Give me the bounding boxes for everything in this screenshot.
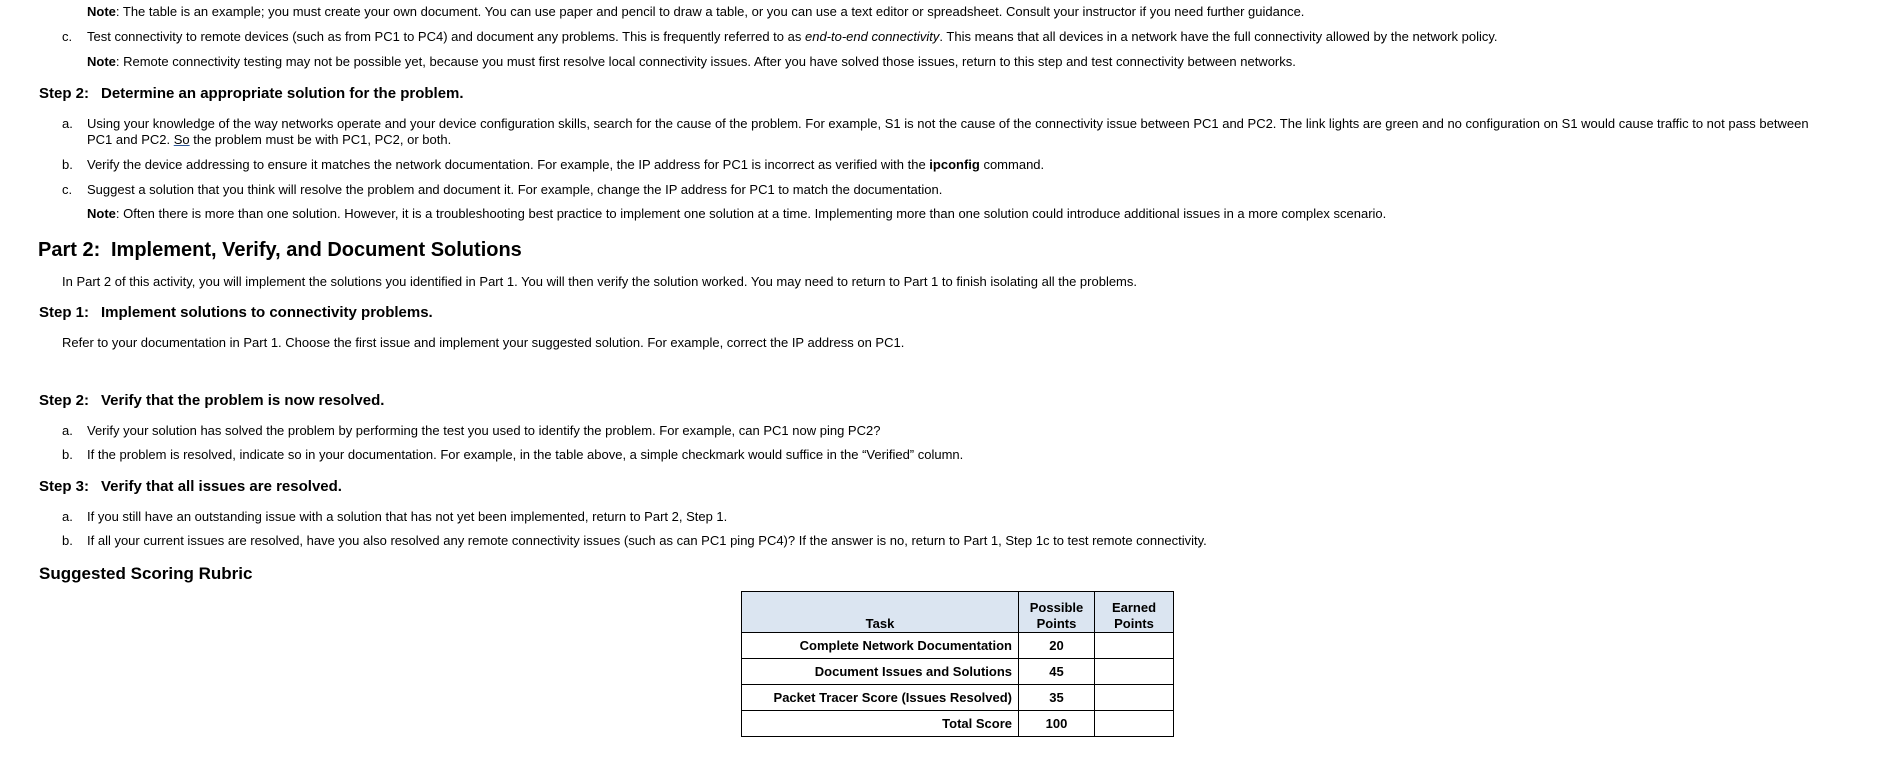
table-row-total	[742, 711, 1174, 737]
task-cell: Packet Tracer Score (Issues Resolved)	[742, 685, 1019, 711]
scoring-rubric-table	[741, 591, 1174, 737]
note-label: Note	[87, 54, 116, 69]
part-intro: In Part 2 of this activity, you will implement the solutions you identified in Part 1. You will then verify the solution worked. You may need to return to Part 1 to finish isolating all the problems.	[62, 274, 1138, 289]
part-heading	[38, 238, 522, 262]
table-row	[742, 633, 1174, 659]
header-earned-points: Earned Points	[1095, 592, 1174, 633]
end-to-end-term: end-to-end connectivity	[804, 29, 940, 44]
list-marker: c.	[62, 182, 73, 197]
list-item-text: If you still have an outstanding issue with a solution that has not yet been implemented, return to Part 2, Step 1.	[87, 509, 728, 524]
note-text: : The table is an example; you must create your own document. You can use paper and pencil to draw a table, or you can use a text editor or spreadsheet. Consult your instructor if you need further guidance.	[115, 4, 1305, 19]
step-number: Step 3:	[39, 478, 90, 495]
task-cell: Complete Network Documentation	[742, 633, 1019, 659]
list-item-text: If the problem is resolved, indicate so in your documentation. For example, in the table above, a simple checkmark would suffice in the “Verified” column.	[87, 447, 964, 462]
possible-points-cell: 35	[1019, 685, 1095, 711]
total-possible-cell: 100	[1019, 711, 1095, 737]
list-item-text: Using your knowledge of the way networks operate and your device configuration skills, search for the cause of the problem. For example, S1 is not the cause of the connectivity issue between PC1 and PC2. The link lights are green and no configuration on S1 would cause traffic to not pass between	[87, 116, 1809, 131]
task-cell: Document Issues and Solutions	[742, 659, 1019, 685]
step-number: Step 1:	[39, 304, 90, 321]
note-label: Note	[87, 4, 116, 19]
note-remote-testing	[87, 54, 1296, 70]
step-title: Determine an appropriate solution for the problem.	[101, 85, 464, 102]
note-label: Note	[87, 206, 116, 221]
step-number: Step 2:	[39, 85, 90, 102]
list-marker: a.	[62, 116, 73, 131]
note-table-example	[87, 4, 1304, 20]
list-marker: b.	[62, 447, 73, 462]
command-name: ipconfig	[929, 157, 980, 172]
possible-points-cell: 45	[1019, 659, 1095, 685]
list-marker: c.	[62, 29, 73, 44]
part-number: Part 2:	[38, 239, 101, 261]
list-item-text: If all your current issues are resolved, have you also resolved any remote connectivity issues (such as can PC1 ping PC4)? If the answer is no, return to Part 1, Step 1c to test remote connectivity.	[87, 533, 1207, 548]
list-item-text: Verify the device addressing to ensure it matches the network documentation. For example, the IP address for PC1 is incorrect as verified with the ipconfig command.	[87, 157, 1045, 172]
step-title: Verify that all issues are resolved.	[101, 478, 342, 495]
note-text: : Remote connectivity testing may not be possible yet, because you must first resolve local connectivity issues. After you have solved those issues, return to this step and test connectivity between networks.	[115, 54, 1296, 69]
list-marker: a.	[62, 423, 73, 438]
list-item-text-continued: PC1 and PC2. So the problem must be with PC1, PC2, or both.	[87, 132, 452, 147]
header-task: Task	[742, 592, 1019, 633]
note-best-practice	[87, 206, 1386, 222]
step-text: Refer to your documentation in Part 1. Choose the first issue and implement your suggested solution. For example, correct the IP address on PC1.	[62, 335, 905, 350]
table-header-row	[742, 592, 1174, 633]
list-item-remote-connectivity: Test connectivity to remote devices (such as from PC1 to PC4) and document any problems. This is frequently referred to as end-to-end connectivity. This means that all devices in a network have the full connectivity allowed by the network policy.	[87, 29, 1498, 44]
step-number: Step 2:	[39, 392, 90, 409]
step-heading	[39, 304, 433, 322]
step-title: Implement solutions to connectivity problems.	[101, 304, 433, 321]
list-marker: b.	[62, 533, 73, 548]
step-heading	[39, 85, 464, 103]
total-label-cell: Total Score	[742, 711, 1019, 737]
spellcheck-word: So	[173, 132, 190, 147]
list-item-text: Suggest a solution that you think will resolve the problem and document it. For example, change the IP address for PC1 to match the documentation.	[87, 182, 943, 197]
earned-points-cell[interactable]	[1095, 633, 1174, 659]
step-title: Verify that the problem is now resolved.	[101, 392, 385, 409]
note-text: : Often there is more than one solution. However, it is a troubleshooting best practice to implement one solution at a time. Implementing more than one solution could introduce additional issues in a more complex scenario.	[115, 206, 1387, 221]
list-marker: b.	[62, 157, 73, 172]
step-heading	[39, 478, 342, 496]
table-row	[742, 685, 1174, 711]
earned-points-cell[interactable]	[1095, 685, 1174, 711]
part-title: Implement, Verify, and Document Solutions	[111, 239, 522, 261]
step-heading	[39, 392, 384, 410]
list-item-text: Verify your solution has solved the problem by performing the test you used to identify the problem. For example, can PC1 now ping PC2?	[87, 423, 881, 438]
table-row	[742, 659, 1174, 685]
rubric-title: Suggested Scoring Rubric	[39, 564, 253, 583]
possible-points-cell: 20	[1019, 633, 1095, 659]
earned-points-cell[interactable]	[1095, 659, 1174, 685]
total-earned-cell[interactable]	[1095, 711, 1174, 737]
header-possible-points: Possible Points	[1019, 592, 1095, 633]
list-marker: a.	[62, 509, 73, 524]
